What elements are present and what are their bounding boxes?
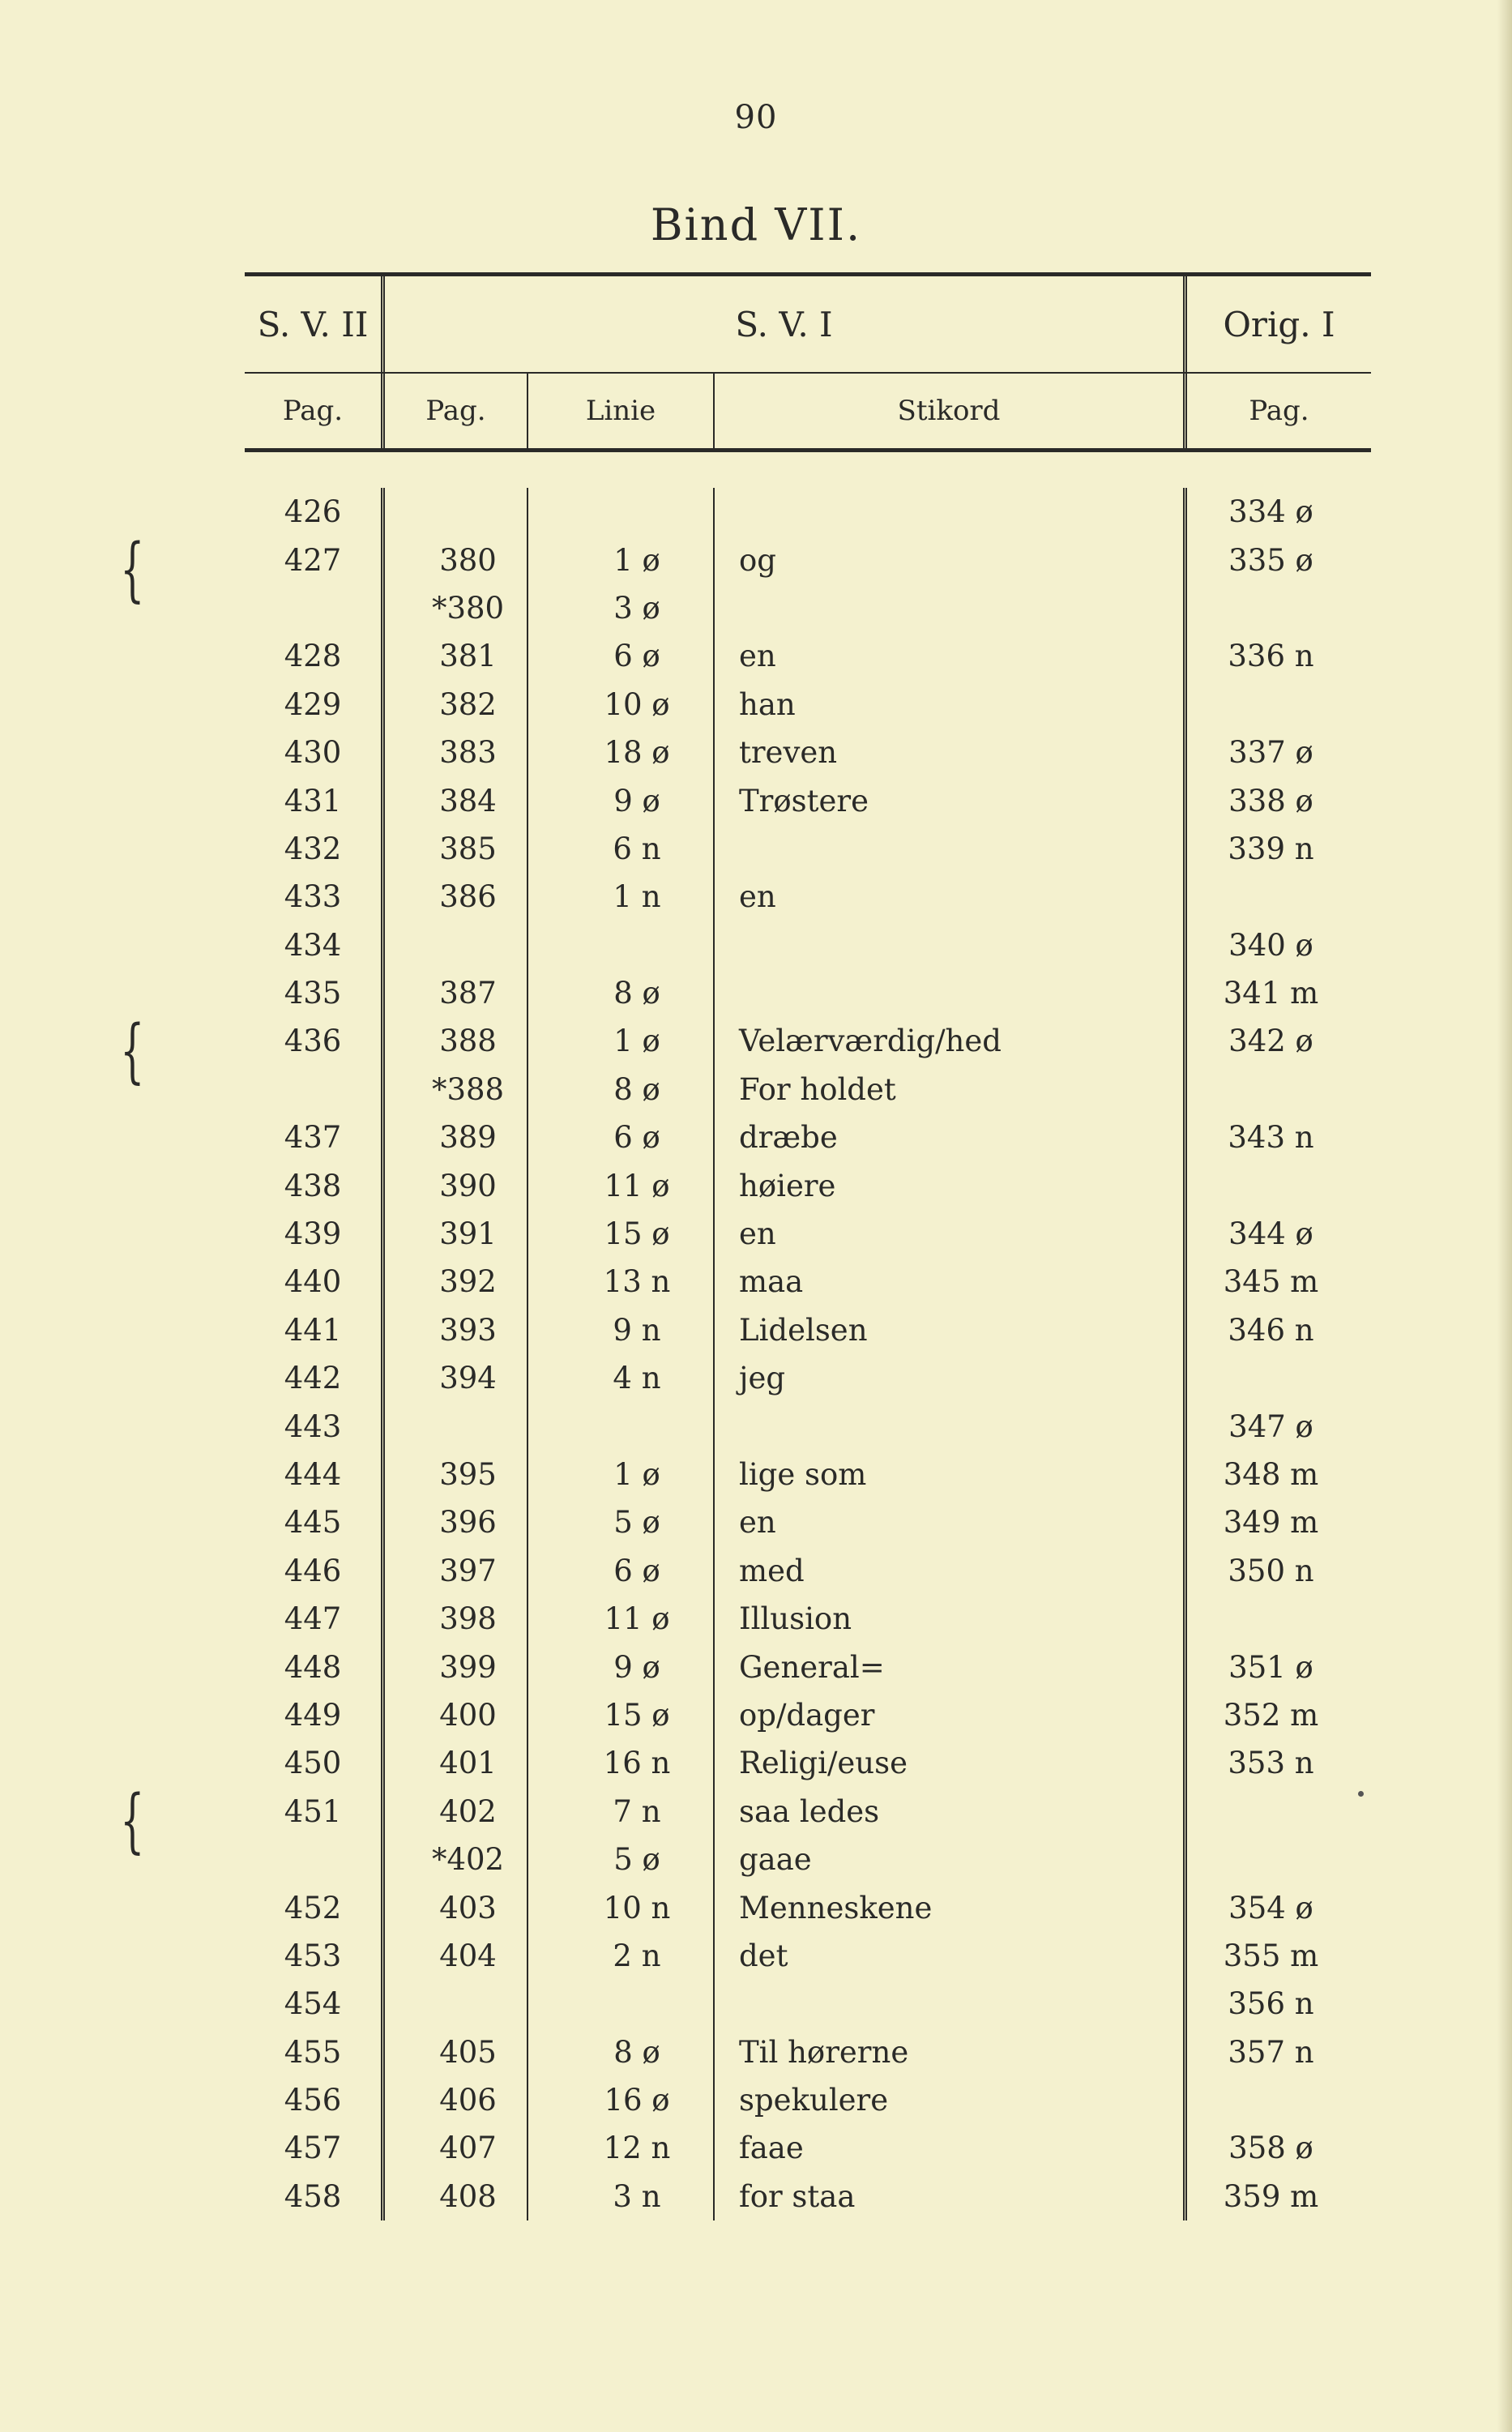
cell-orig [1183,681,1371,729]
cell-sv2: 458 [284,2178,342,2214]
cell-orig: 356 n [1183,1980,1371,2028]
table-row [245,1066,1371,1113]
cell-sv1: 397 [381,1547,527,1595]
cell-linie: 6 ø [527,1113,713,1161]
volume-title: Bind VII. [650,199,862,250]
cell-stikord: med [713,1547,1183,1595]
table-row [245,584,1371,632]
cell-orig: 349 m [1183,1498,1371,1546]
cell-orig [1183,584,1371,632]
cell-sv2: 428 [284,639,342,674]
cell-linie: 11 ø [527,1161,713,1209]
brace-451: { [120,1780,145,1861]
cell-sv1: *380 [381,584,527,632]
cell-sv1: 385 [381,825,527,873]
cell-sv1: 384 [381,776,527,824]
cell-sv1: 408 [381,2173,527,2220]
cell-sv1: 406 [381,2076,527,2124]
cell-sv1: 382 [381,681,527,729]
cell-sv1: 403 [381,1883,527,1931]
table-row [245,681,1371,729]
cell-linie: 8 ø [527,969,713,1017]
table-row [245,1402,1371,1450]
cell-stikord: op/dager [713,1691,1183,1739]
cell-stikord: jeg [713,1354,1183,1402]
cell-linie: 7 n [527,1788,713,1836]
cell-stikord: en [713,873,1183,921]
cell-orig [1183,1788,1371,1836]
cell-linie: 10 ø [527,681,713,729]
cell-sv2: 438 [284,1168,342,1203]
cell-sv1: 396 [381,1498,527,1546]
cell-sv2: 448 [284,1649,342,1685]
col-header-sv2-pag: Pag. [282,395,344,427]
cell-sv2 [245,1836,381,1883]
cell-sv2: 452 [284,1890,342,1926]
cell-stikord: faae [713,2124,1183,2172]
cell-orig: 351 ø [1183,1643,1371,1690]
group-header-sv1: S. V. I [381,276,1183,372]
cell-sv1: 383 [381,729,527,776]
cell-orig: 355 m [1183,1932,1371,1980]
cell-sv2: 434 [284,927,342,963]
cell-linie: 15 ø [527,1691,713,1739]
cell-orig: 347 ø [1183,1402,1371,1450]
cell-sv1 [381,488,527,536]
cell-sv1: 391 [381,1210,527,1258]
cell-sv1: 390 [381,1161,527,1209]
cell-linie: 5 ø [527,1498,713,1546]
cell-sv1: *402 [381,1836,527,1883]
cell-orig: 343 n [1183,1113,1371,1161]
cell-sv2: 441 [284,1312,342,1348]
cell-sv2: 433 [284,879,342,915]
cell-stikord: Til hørerne [713,2028,1183,2076]
cell-stikord: Velærværdig/hed [713,1017,1183,1065]
cell-sv1: 394 [381,1354,527,1402]
cell-orig: 337 ø [1183,729,1371,776]
cell-stikord: høiere [713,1161,1183,1209]
cell-stikord: for staa [713,2173,1183,2220]
page-edge-shadow [1497,0,1512,2432]
cell-orig: 348 m [1183,1451,1371,1498]
table-row [245,729,1371,776]
cell-linie: 4 n [527,1354,713,1402]
cell-sv2: 431 [284,783,342,819]
cell-sv1: 407 [381,2124,527,2172]
cell-stikord: Religi/euse [713,1739,1183,1787]
table-row [245,1547,1371,1595]
cell-sv1: 402 [381,1788,527,1836]
cell-stikord [713,1402,1183,1450]
cell-sv2: 447 [284,1601,342,1637]
cell-sv1: 404 [381,1932,527,1980]
cell-stikord: maa [713,1258,1183,1306]
cell-stikord [713,825,1183,873]
table-row [245,776,1371,824]
cell-sv1: 386 [381,873,527,921]
table-row [245,536,1371,583]
cell-orig [1183,2076,1371,2124]
cell-sv2: 437 [284,1120,342,1156]
cell-stikord: Lidelsen [713,1306,1183,1354]
cell-stikord [713,969,1183,1017]
table-row [245,1980,1371,2028]
table-row [245,1354,1371,1402]
cell-orig: 336 n [1183,632,1371,680]
col-header-linie: Linie [527,374,713,448]
cell-sv1: 387 [381,969,527,1017]
cell-sv2: 456 [284,2083,342,2118]
table-row [245,969,1371,1017]
cell-linie: 9 ø [527,776,713,824]
cell-sv1: 381 [381,632,527,680]
cell-linie: 15 ø [527,1210,713,1258]
cell-linie: 13 n [527,1258,713,1306]
col-header-sv1-pag: Pag. [381,374,527,448]
cell-sv2: 451 [284,1793,342,1829]
cell-linie: 11 ø [527,1595,713,1643]
cell-sv1 [381,1402,527,1450]
cell-linie: 1 ø [527,1451,713,1498]
table-row [245,1017,1371,1065]
cell-linie: 5 ø [527,1836,713,1883]
cell-stikord: lige som [713,1451,1183,1498]
cell-stikord: det [713,1932,1183,1980]
cell-linie: 6 ø [527,632,713,680]
cell-sv2: 440 [284,1264,342,1300]
cell-sv2: 430 [284,735,342,771]
table-row [245,1691,1371,1739]
cell-sv1: 398 [381,1595,527,1643]
cell-sv2: 445 [284,1505,342,1541]
table-row [245,1498,1371,1546]
cell-stikord: treven [713,729,1183,776]
cell-stikord [713,488,1183,536]
cell-sv2: 457 [284,2131,342,2166]
cell-sv1: 400 [381,1691,527,1739]
cell-sv1: 395 [381,1451,527,1498]
cell-sv2: 454 [284,1986,342,2022]
cell-sv1: 389 [381,1113,527,1161]
table-row [245,1739,1371,1787]
cell-sv2: 427 [284,542,342,578]
cell-linie: 10 n [527,1883,713,1931]
cell-orig: 345 m [1183,1258,1371,1306]
cell-sv2: 436 [284,1024,342,1059]
cell-linie: 8 ø [527,1066,713,1113]
cell-orig: 358 ø [1183,2124,1371,2172]
cell-sv1: 388 [381,1017,527,1065]
cell-stikord [713,1980,1183,2028]
cell-orig: 335 ø [1183,536,1371,583]
cell-sv1: 405 [381,2028,527,2076]
col-header-stikord: Stikord [713,374,1183,448]
cell-linie: 3 n [527,2173,713,2220]
cell-sv2 [245,584,381,632]
group-header-row [245,276,1371,372]
cell-sv1: *388 [381,1066,527,1113]
table-row [245,921,1371,969]
table-row [245,632,1371,680]
cell-sv2: 429 [284,686,342,722]
table-row [245,1788,1371,1836]
table-row [245,1883,1371,1931]
cell-linie: 1 ø [527,1017,713,1065]
cell-sv1: 393 [381,1306,527,1354]
table-row [245,1306,1371,1354]
brace-436: { [120,1011,145,1092]
cell-linie: 1 n [527,873,713,921]
table-row [245,1258,1371,1306]
table-row [245,1595,1371,1643]
table-row [245,2076,1371,2124]
cell-stikord: gaae [713,1836,1183,1883]
cell-sv2: 446 [284,1553,342,1588]
group-header-orig: Orig. I [1183,276,1371,372]
cell-stikord: dræbe [713,1113,1183,1161]
cell-linie: 18 ø [527,729,713,776]
table-row [245,873,1371,921]
cell-linie: 6 n [527,825,713,873]
cell-linie: 8 ø [527,2028,713,2076]
cell-orig: 340 ø [1183,921,1371,969]
ink-speck [1358,1791,1364,1797]
cell-linie: 3 ø [527,584,713,632]
cell-orig: 339 n [1183,825,1371,873]
table-row [245,1113,1371,1161]
cell-sv2: 439 [284,1216,342,1252]
cell-sv1: 401 [381,1739,527,1787]
cell-linie: 2 n [527,1932,713,1980]
table-row [245,488,1371,536]
cell-sv2 [245,1066,381,1113]
cell-linie: 1 ø [527,536,713,583]
column-header-row [245,374,1371,448]
table-row [245,1643,1371,1690]
table-row [245,825,1371,873]
cell-stikord: han [713,681,1183,729]
cell-sv2: 435 [284,976,342,1011]
cell-orig: 352 m [1183,1691,1371,1739]
table-row [245,2124,1371,2172]
cell-orig: 344 ø [1183,1210,1371,1258]
table-row [245,1161,1371,1209]
cell-stikord [713,921,1183,969]
cell-orig [1183,873,1371,921]
cell-sv2: 455 [284,2034,342,2070]
cell-orig: 338 ø [1183,776,1371,824]
cell-stikord: en [713,632,1183,680]
cell-linie [527,488,713,536]
cell-linie: 6 ø [527,1547,713,1595]
group-header-sv2: S. V. II [257,304,369,344]
cell-sv1 [381,921,527,969]
cell-stikord: saa ledes [713,1788,1183,1836]
cell-stikord: en [713,1498,1183,1546]
table-body [245,452,1371,2220]
cell-orig: 359 m [1183,2173,1371,2220]
table-row [245,1836,1371,1883]
cell-stikord [713,584,1183,632]
cell-linie: 9 ø [527,1643,713,1690]
collation-table [245,272,1371,2220]
cell-sv2: 444 [284,1457,342,1492]
cell-orig: 341 m [1183,969,1371,1017]
cell-orig: 353 n [1183,1739,1371,1787]
cell-orig: 346 n [1183,1306,1371,1354]
cell-sv1 [381,1980,527,2028]
cell-stikord: Trøstere [713,776,1183,824]
cell-orig [1183,1161,1371,1209]
cell-orig: 334 ø [1183,488,1371,536]
cell-orig [1183,1595,1371,1643]
col-header-orig-pag: Pag. [1183,374,1371,448]
cell-linie [527,1980,713,2028]
cell-stikord: For holdet [713,1066,1183,1113]
cell-sv1: 399 [381,1643,527,1690]
cell-orig [1183,1066,1371,1113]
cell-linie: 9 n [527,1306,713,1354]
cell-sv1: 392 [381,1258,527,1306]
cell-orig [1183,1836,1371,1883]
cell-sv2: 449 [284,1697,342,1733]
cell-orig: 342 ø [1183,1017,1371,1065]
page-number: 90 [734,99,778,136]
cell-stikord: spekulere [713,2076,1183,2124]
cell-sv2: 442 [284,1361,342,1396]
cell-stikord: Menneskene [713,1883,1183,1931]
cell-orig: 350 n [1183,1547,1371,1595]
cell-stikord: og [713,536,1183,583]
cell-orig [1183,1354,1371,1402]
table-row [245,1210,1371,1258]
cell-sv2: 432 [284,831,342,866]
cell-sv2: 450 [284,1746,342,1781]
cell-stikord: Illusion [713,1595,1183,1643]
cell-sv2: 426 [284,494,342,530]
table-row [245,2028,1371,2076]
brace-427: { [120,529,145,610]
cell-orig: 354 ø [1183,1883,1371,1931]
table-row [245,1451,1371,1498]
cell-sv2: 453 [284,1938,342,1973]
cell-linie [527,921,713,969]
cell-sv2: 443 [284,1408,342,1444]
table-row [245,1932,1371,1980]
cell-orig: 357 n [1183,2028,1371,2076]
cell-sv1: 380 [381,536,527,583]
cell-linie [527,1402,713,1450]
cell-stikord: en [713,1210,1183,1258]
cell-linie: 16 ø [527,2076,713,2124]
table-row [245,2173,1371,2220]
cell-stikord: General= [713,1643,1183,1690]
cell-linie: 16 n [527,1739,713,1787]
cell-linie: 12 n [527,2124,713,2172]
